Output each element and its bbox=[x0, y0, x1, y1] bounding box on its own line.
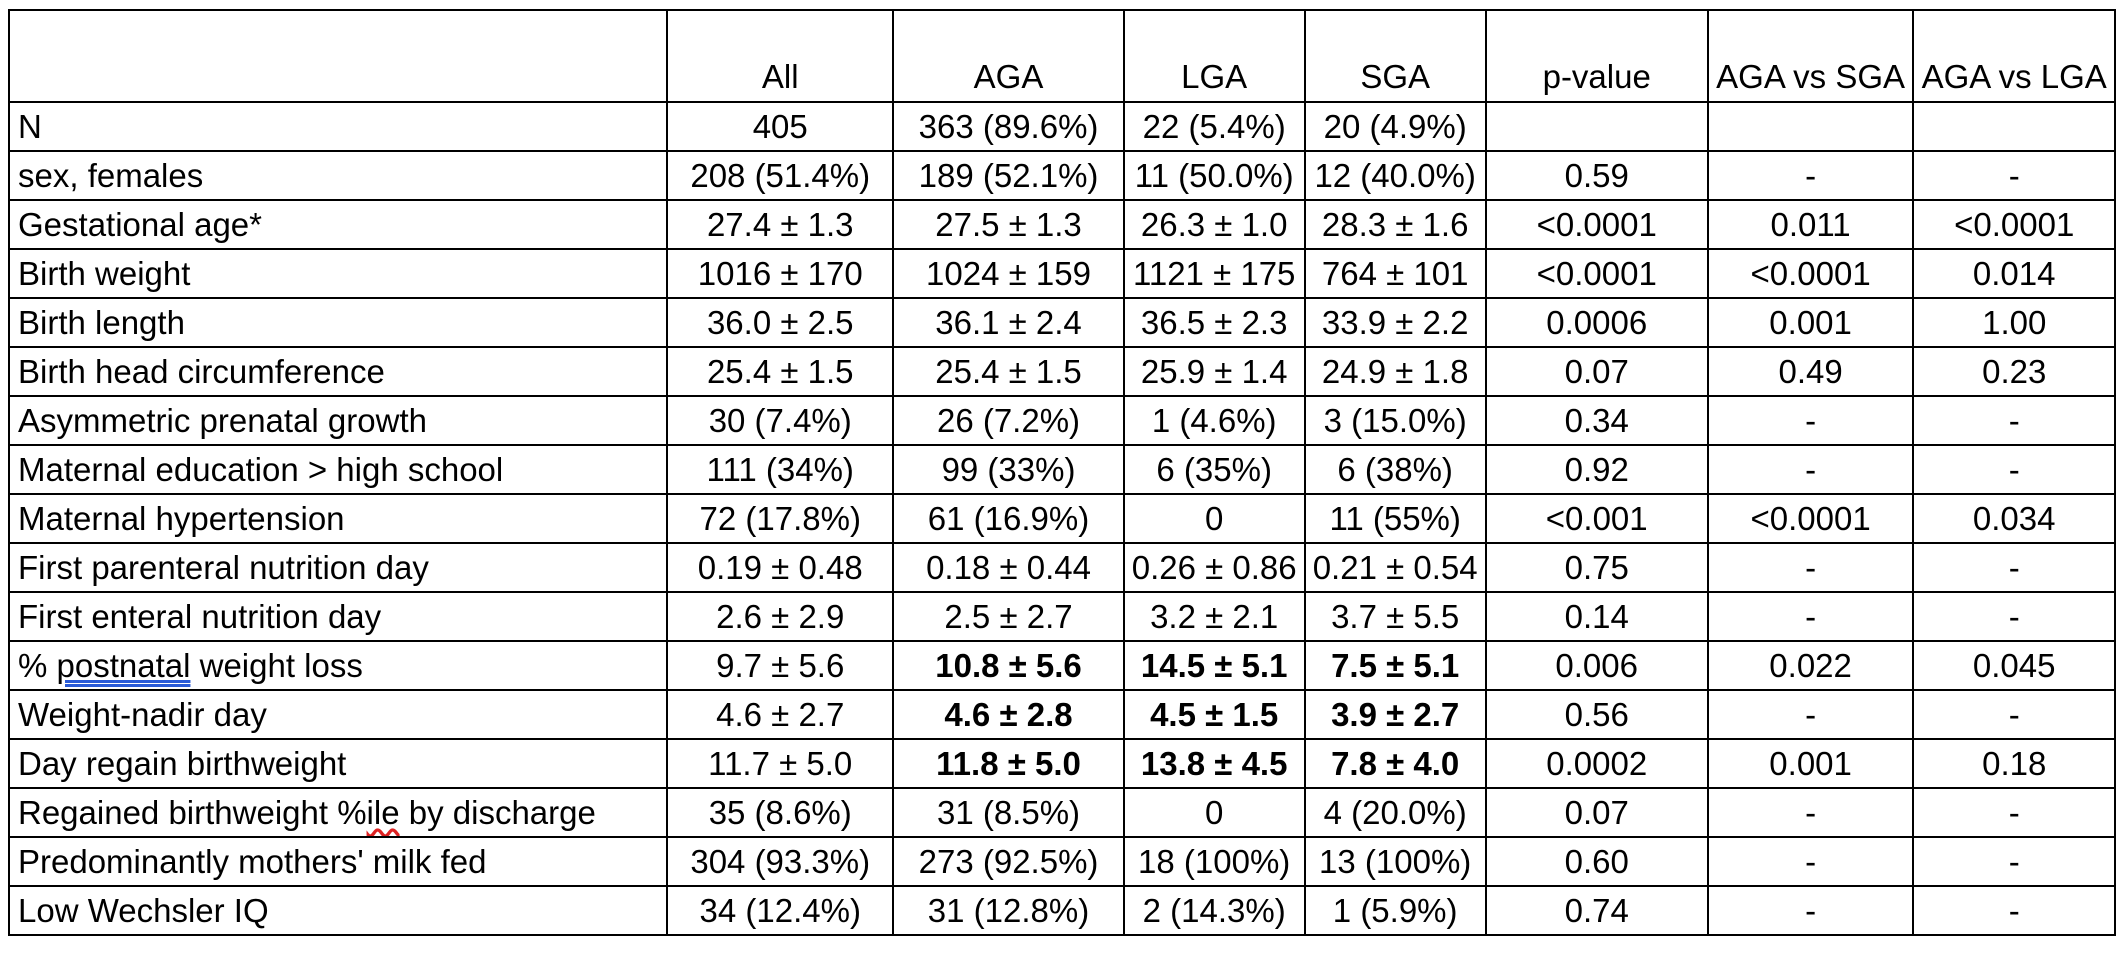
cell-lga: 11 (50.0%) bbox=[1124, 151, 1305, 200]
cell-aga-vs-sga: 0.001 bbox=[1708, 298, 1914, 347]
cell-aga-vs-sga: 0.001 bbox=[1708, 739, 1914, 788]
cell-aga-vs-sga: - bbox=[1708, 396, 1914, 445]
cell-p-value: 0.0002 bbox=[1486, 739, 1708, 788]
cell-aga-vs-lga: - bbox=[1913, 445, 2115, 494]
cell-all: 36.0 ± 2.5 bbox=[667, 298, 893, 347]
cell-p-value: 0.60 bbox=[1486, 837, 1708, 886]
cell-aga: 11.8 ± 5.0 bbox=[893, 739, 1123, 788]
cell-lga: 1 (4.6%) bbox=[1124, 396, 1305, 445]
row-label: Maternal education > high school bbox=[9, 445, 667, 494]
cell-p-value: 0.006 bbox=[1486, 641, 1708, 690]
cell-aga-vs-sga: 0.022 bbox=[1708, 641, 1914, 690]
cell-sga: 7.8 ± 4.0 bbox=[1305, 739, 1486, 788]
data-table bbox=[8, 9, 2116, 936]
cell-p-value: 0.07 bbox=[1486, 788, 1708, 837]
cell-aga-vs-sga: - bbox=[1708, 886, 1914, 935]
table-row bbox=[9, 445, 2115, 494]
table-container bbox=[8, 9, 2116, 936]
cell-sga: 3.7 ± 5.5 bbox=[1305, 592, 1486, 641]
cell-aga-vs-sga: - bbox=[1708, 592, 1914, 641]
cell-aga-vs-lga: 0.045 bbox=[1913, 641, 2115, 690]
cell-aga-vs-sga bbox=[1708, 102, 1914, 151]
cell-all: 25.4 ± 1.5 bbox=[667, 347, 893, 396]
cell-sga: 6 (38%) bbox=[1305, 445, 1486, 494]
cell-aga-vs-sga: - bbox=[1708, 837, 1914, 886]
cell-lga: 22 (5.4%) bbox=[1124, 102, 1305, 151]
cell-aga: 2.5 ± 2.7 bbox=[893, 592, 1123, 641]
cell-aga-vs-sga: - bbox=[1708, 151, 1914, 200]
cell-sga: 0.21 ± 0.54 bbox=[1305, 543, 1486, 592]
cell-aga-vs-lga bbox=[1913, 102, 2115, 151]
cell-aga: 273 (92.5%) bbox=[893, 837, 1123, 886]
cell-lga: 3.2 ± 2.1 bbox=[1124, 592, 1305, 641]
table-row bbox=[9, 592, 2115, 641]
cell-aga: 1024 ± 159 bbox=[893, 249, 1123, 298]
cell-aga: 31 (8.5%) bbox=[893, 788, 1123, 837]
cell-aga: 27.5 ± 1.3 bbox=[893, 200, 1123, 249]
cell-p-value: 0.34 bbox=[1486, 396, 1708, 445]
cell-sga: 13 (100%) bbox=[1305, 837, 1486, 886]
row-label: N bbox=[9, 102, 667, 151]
row-label: sex, females bbox=[9, 151, 667, 200]
cell-p-value: 0.14 bbox=[1486, 592, 1708, 641]
cell-sga: 24.9 ± 1.8 bbox=[1305, 347, 1486, 396]
cell-lga: 0.26 ± 0.86 bbox=[1124, 543, 1305, 592]
table-row bbox=[9, 396, 2115, 445]
cell-all: 11.7 ± 5.0 bbox=[667, 739, 893, 788]
cell-aga: 25.4 ± 1.5 bbox=[893, 347, 1123, 396]
row-label-part: weight loss bbox=[190, 647, 363, 684]
row-label: Low Wechsler IQ bbox=[9, 886, 667, 935]
cell-lga: 36.5 ± 2.3 bbox=[1124, 298, 1305, 347]
cell-aga-vs-lga: 0.034 bbox=[1913, 494, 2115, 543]
header-cell-aga-vs-sga: AGA vs SGA bbox=[1708, 10, 1914, 102]
cell-aga-vs-sga: - bbox=[1708, 543, 1914, 592]
cell-aga-vs-lga: 1.00 bbox=[1913, 298, 2115, 347]
cell-lga: 14.5 ± 5.1 bbox=[1124, 641, 1305, 690]
cell-sga: 28.3 ± 1.6 bbox=[1305, 200, 1486, 249]
row-label: First parenteral nutrition day bbox=[9, 543, 667, 592]
cell-aga-vs-lga: - bbox=[1913, 690, 2115, 739]
cell-all: 72 (17.8%) bbox=[667, 494, 893, 543]
cell-aga-vs-sga: - bbox=[1708, 690, 1914, 739]
cell-aga-vs-lga: - bbox=[1913, 837, 2115, 886]
cell-aga-vs-sga: <0.0001 bbox=[1708, 494, 1914, 543]
cell-aga: 99 (33%) bbox=[893, 445, 1123, 494]
cell-sga: 11 (55%) bbox=[1305, 494, 1486, 543]
cell-all: 111 (34%) bbox=[667, 445, 893, 494]
cell-aga: 61 (16.9%) bbox=[893, 494, 1123, 543]
header-row bbox=[9, 10, 2115, 102]
cell-lga: 13.8 ± 4.5 bbox=[1124, 739, 1305, 788]
cell-p-value: 0.59 bbox=[1486, 151, 1708, 200]
cell-p-value bbox=[1486, 102, 1708, 151]
cell-sga: 3 (15.0%) bbox=[1305, 396, 1486, 445]
row-label: First enteral nutrition day bbox=[9, 592, 667, 641]
cell-aga-vs-lga: 0.014 bbox=[1913, 249, 2115, 298]
cell-p-value: 0.07 bbox=[1486, 347, 1708, 396]
cell-aga-vs-lga: - bbox=[1913, 151, 2115, 200]
row-label: Maternal hypertension bbox=[9, 494, 667, 543]
cell-aga: 189 (52.1%) bbox=[893, 151, 1123, 200]
cell-all: 27.4 ± 1.3 bbox=[667, 200, 893, 249]
row-label: Asymmetric prenatal growth bbox=[9, 396, 667, 445]
cell-lga: 4.5 ± 1.5 bbox=[1124, 690, 1305, 739]
cell-lga: 25.9 ± 1.4 bbox=[1124, 347, 1305, 396]
row-label-part: Regained birthweight % bbox=[18, 794, 367, 831]
header-cell-aga-vs-lga: AGA vs LGA bbox=[1913, 10, 2115, 102]
cell-p-value: 0.75 bbox=[1486, 543, 1708, 592]
cell-all: 34 (12.4%) bbox=[667, 886, 893, 935]
row-label: Gestational age* bbox=[9, 200, 667, 249]
cell-aga-vs-lga: <0.0001 bbox=[1913, 200, 2115, 249]
table-row bbox=[9, 690, 2115, 739]
cell-sga: 1 (5.9%) bbox=[1305, 886, 1486, 935]
header-cell-all: All bbox=[667, 10, 893, 102]
cell-aga: 31 (12.8%) bbox=[893, 886, 1123, 935]
cell-lga: 0 bbox=[1124, 494, 1305, 543]
cell-lga: 2 (14.3%) bbox=[1124, 886, 1305, 935]
cell-all: 2.6 ± 2.9 bbox=[667, 592, 893, 641]
cell-p-value: <0.001 bbox=[1486, 494, 1708, 543]
cell-lga: 18 (100%) bbox=[1124, 837, 1305, 886]
table-row bbox=[9, 641, 2115, 690]
header-cell-p-value: p-value bbox=[1486, 10, 1708, 102]
cell-lga: 6 (35%) bbox=[1124, 445, 1305, 494]
table-row bbox=[9, 886, 2115, 935]
row-label: Birth head circumference bbox=[9, 347, 667, 396]
cell-all: 405 bbox=[667, 102, 893, 151]
row-label: Birth weight bbox=[9, 249, 667, 298]
row-label bbox=[9, 641, 667, 690]
row-label: Day regain birthweight bbox=[9, 739, 667, 788]
table-row bbox=[9, 347, 2115, 396]
cell-all: 30 (7.4%) bbox=[667, 396, 893, 445]
cell-aga-vs-lga: - bbox=[1913, 788, 2115, 837]
cell-sga: 7.5 ± 5.1 bbox=[1305, 641, 1486, 690]
cell-aga-vs-sga: - bbox=[1708, 788, 1914, 837]
table-row bbox=[9, 739, 2115, 788]
cell-all: 208 (51.4%) bbox=[667, 151, 893, 200]
cell-all: 9.7 ± 5.6 bbox=[667, 641, 893, 690]
row-label bbox=[9, 788, 667, 837]
table-row bbox=[9, 151, 2115, 200]
cell-all: 4.6 ± 2.7 bbox=[667, 690, 893, 739]
cell-all: 1016 ± 170 bbox=[667, 249, 893, 298]
table-row bbox=[9, 543, 2115, 592]
cell-aga: 10.8 ± 5.6 bbox=[893, 641, 1123, 690]
cell-aga: 4.6 ± 2.8 bbox=[893, 690, 1123, 739]
table-row bbox=[9, 298, 2115, 347]
header-cell-aga: AGA bbox=[893, 10, 1123, 102]
cell-sga: 764 ± 101 bbox=[1305, 249, 1486, 298]
cell-p-value: 0.74 bbox=[1486, 886, 1708, 935]
cell-aga: 363 (89.6%) bbox=[893, 102, 1123, 151]
header-cell-sga: SGA bbox=[1305, 10, 1486, 102]
cell-sga: 33.9 ± 2.2 bbox=[1305, 298, 1486, 347]
spelling-flagged-word: ile bbox=[366, 794, 400, 831]
cell-all: 35 (8.6%) bbox=[667, 788, 893, 837]
cell-aga-vs-sga: - bbox=[1708, 445, 1914, 494]
cell-aga: 36.1 ± 2.4 bbox=[893, 298, 1123, 347]
table-row bbox=[9, 200, 2115, 249]
table-row bbox=[9, 102, 2115, 151]
cell-sga: 12 (40.0%) bbox=[1305, 151, 1486, 200]
table-row bbox=[9, 788, 2115, 837]
cell-all: 0.19 ± 0.48 bbox=[667, 543, 893, 592]
cell-p-value: 0.0006 bbox=[1486, 298, 1708, 347]
grammar-flagged-word: postnatal bbox=[56, 647, 191, 684]
cell-p-value: 0.92 bbox=[1486, 445, 1708, 494]
cell-aga-vs-lga: - bbox=[1913, 592, 2115, 641]
cell-p-value: <0.0001 bbox=[1486, 200, 1708, 249]
cell-aga: 26 (7.2%) bbox=[893, 396, 1123, 445]
row-label-part: % bbox=[18, 647, 57, 684]
cell-aga-vs-lga: - bbox=[1913, 543, 2115, 592]
table-row bbox=[9, 249, 2115, 298]
cell-aga-vs-lga: - bbox=[1913, 396, 2115, 445]
cell-sga: 20 (4.9%) bbox=[1305, 102, 1486, 151]
cell-p-value: <0.0001 bbox=[1486, 249, 1708, 298]
row-label: Predominantly mothers' milk fed bbox=[9, 837, 667, 886]
row-label: Weight-nadir day bbox=[9, 690, 667, 739]
row-label: Birth length bbox=[9, 298, 667, 347]
cell-aga-vs-lga: 0.18 bbox=[1913, 739, 2115, 788]
row-label-part: by discharge bbox=[399, 794, 596, 831]
cell-aga-vs-sga: <0.0001 bbox=[1708, 249, 1914, 298]
cell-sga: 3.9 ± 2.7 bbox=[1305, 690, 1486, 739]
cell-aga-vs-lga: 0.23 bbox=[1913, 347, 2115, 396]
cell-aga-vs-lga: - bbox=[1913, 886, 2115, 935]
cell-p-value: 0.56 bbox=[1486, 690, 1708, 739]
cell-sga: 4 (20.0%) bbox=[1305, 788, 1486, 837]
cell-lga: 26.3 ± 1.0 bbox=[1124, 200, 1305, 249]
table-row bbox=[9, 494, 2115, 543]
header-cell-lga: LGA bbox=[1124, 10, 1305, 102]
cell-lga: 1121 ± 175 bbox=[1124, 249, 1305, 298]
cell-all: 304 (93.3%) bbox=[667, 837, 893, 886]
cell-aga-vs-sga: 0.49 bbox=[1708, 347, 1914, 396]
cell-aga-vs-sga: 0.011 bbox=[1708, 200, 1914, 249]
table-row bbox=[9, 837, 2115, 886]
cell-aga: 0.18 ± 0.44 bbox=[893, 543, 1123, 592]
cell-lga: 0 bbox=[1124, 788, 1305, 837]
header-cell-empty bbox=[9, 10, 667, 102]
